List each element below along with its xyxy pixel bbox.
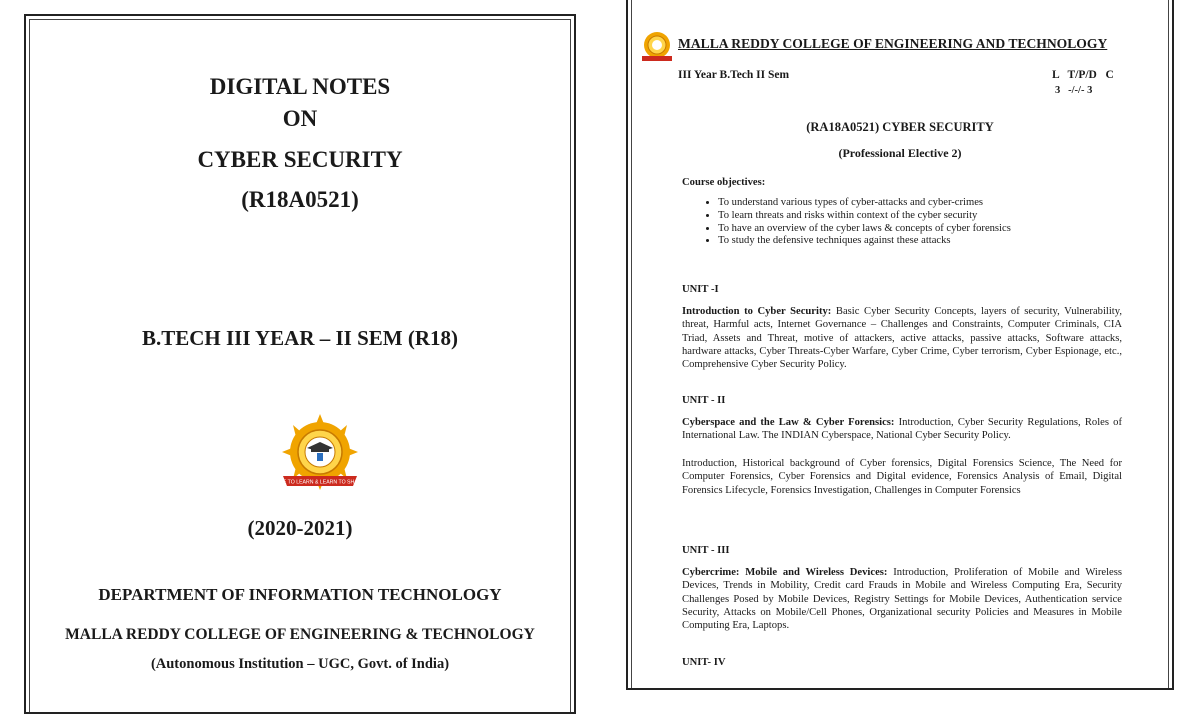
unit3-text: Introduction, Proliferation of Mobile and Wireless Devices, Trends in Mobility, Credit card Frauds in Mobile and Wireless Computing Era, Security Challenges Posed by Mobile Devices, Registry Settings for Mobile Devices, Authentication service Security, Attacks on Mobile/Cell Phones, Organizational security Policies and Measures in Mobile Computing Era, Laptops. (682, 567, 1122, 632)
unit2-paragraph-2: Introduction, Historical background of Cyber forensics, Digital Forensics Science, The Need for Computer Forensics, Cyber Forensics and Digital evidence, Forensics Analysis of Email, Digital Forensics Lifecycle, Forensics Investigation, Challenges in Computer Forensics (682, 458, 1122, 496)
objectives-list (682, 197, 1122, 248)
unit2-paragraph (682, 416, 1122, 443)
objective-item: • To understand various types of cyber-attacks and cyber-crimes (718, 197, 1122, 210)
cover-title-line1: DIGITAL NOTES (209, 74, 391, 99)
elective-label: (Professional Elective 2) (838, 146, 962, 160)
cover-department: DEPARTMENT OF INFORMATION TECHNOLOGY (98, 585, 502, 604)
college-logo (275, 412, 365, 502)
unit1-heading: UNIT -I (682, 284, 719, 295)
unit1-text: Basic Cyber Security Concepts, layers of security, Vulnerability, threat, Harmful acts, Internet Governance – Challenges and Constraints, Computer Criminals, CIA Triad, Assets and Threat, motive of attackers, active attacks, passive attacks, Software attacks, hardware attacks, Cyber Threats-Cyber Warfare, Cyber Crime, Cyber terrorism, Cyber Espionage, etc., Comprehensive Cyber Security Policy. (682, 306, 1122, 371)
objective-item: • To study the defensive techniques against these attacks (718, 235, 1122, 248)
unit2-title: Cyberspace and the Law & Cyber Forensics: (682, 417, 895, 428)
objective-item: • To learn threats and risks within context of the cyber security (718, 210, 1122, 223)
cover-title-line3: CYBER SECURITY (197, 147, 403, 172)
course-title: (RA18A0521) CYBER SECURITY (806, 120, 994, 134)
syllabus-inner-border (631, 0, 1169, 688)
unit1-title: Introduction to Cyber Security: (682, 306, 832, 317)
unit1-paragraph (682, 305, 1122, 371)
unit3-paragraph (682, 566, 1122, 632)
cover-academic-year: (2020-2021) (247, 516, 353, 540)
unit3-title: Cybercrime: Mobile and Wireless Devices: (682, 567, 888, 578)
cover-year-sem: B.TECH III YEAR – II SEM (R18) (141, 326, 458, 350)
ltpc-values: 3 -/-/- 3 (1055, 85, 1093, 96)
header-logo (638, 28, 676, 66)
ltpc-header: L T/P/D C (1052, 69, 1114, 81)
cover-page (24, 14, 576, 714)
cover-college: MALLA REDDY COLLEGE OF ENGINEERING & TECHNOLOGY (65, 626, 535, 643)
year-label: III Year B.Tech II Sem (678, 69, 790, 81)
logo-motto-text: LIVE TO LEARN & LEARN TO SHARE (275, 479, 365, 486)
objectives-heading: Course objectives: (682, 177, 766, 188)
unit2-text: Introduction, Cyber Security Regulations, Roles of International Law. The INDIAN Cyberspace, National Cyber Security Policy. (682, 417, 1122, 442)
syllabus-college-header: MALLA REDDY COLLEGE OF ENGINEERING AND TECHNOLOGY (678, 36, 1108, 51)
cover-title-line2: ON (282, 106, 318, 131)
objective-item: • To have an overview of the cyber laws & concepts of cyber forensics (718, 223, 1122, 236)
unit2-heading: UNIT - II (682, 395, 726, 406)
cover-inner-border (29, 19, 571, 712)
cover-college-sub: (Autonomous Institution – UGC, Govt. of India) (150, 656, 450, 672)
unit3-heading: UNIT - III (682, 545, 730, 556)
cover-course-code: (R18A0521) (241, 187, 359, 212)
unit4-heading: UNIT- IV (682, 657, 726, 668)
syllabus-page (626, 0, 1174, 690)
